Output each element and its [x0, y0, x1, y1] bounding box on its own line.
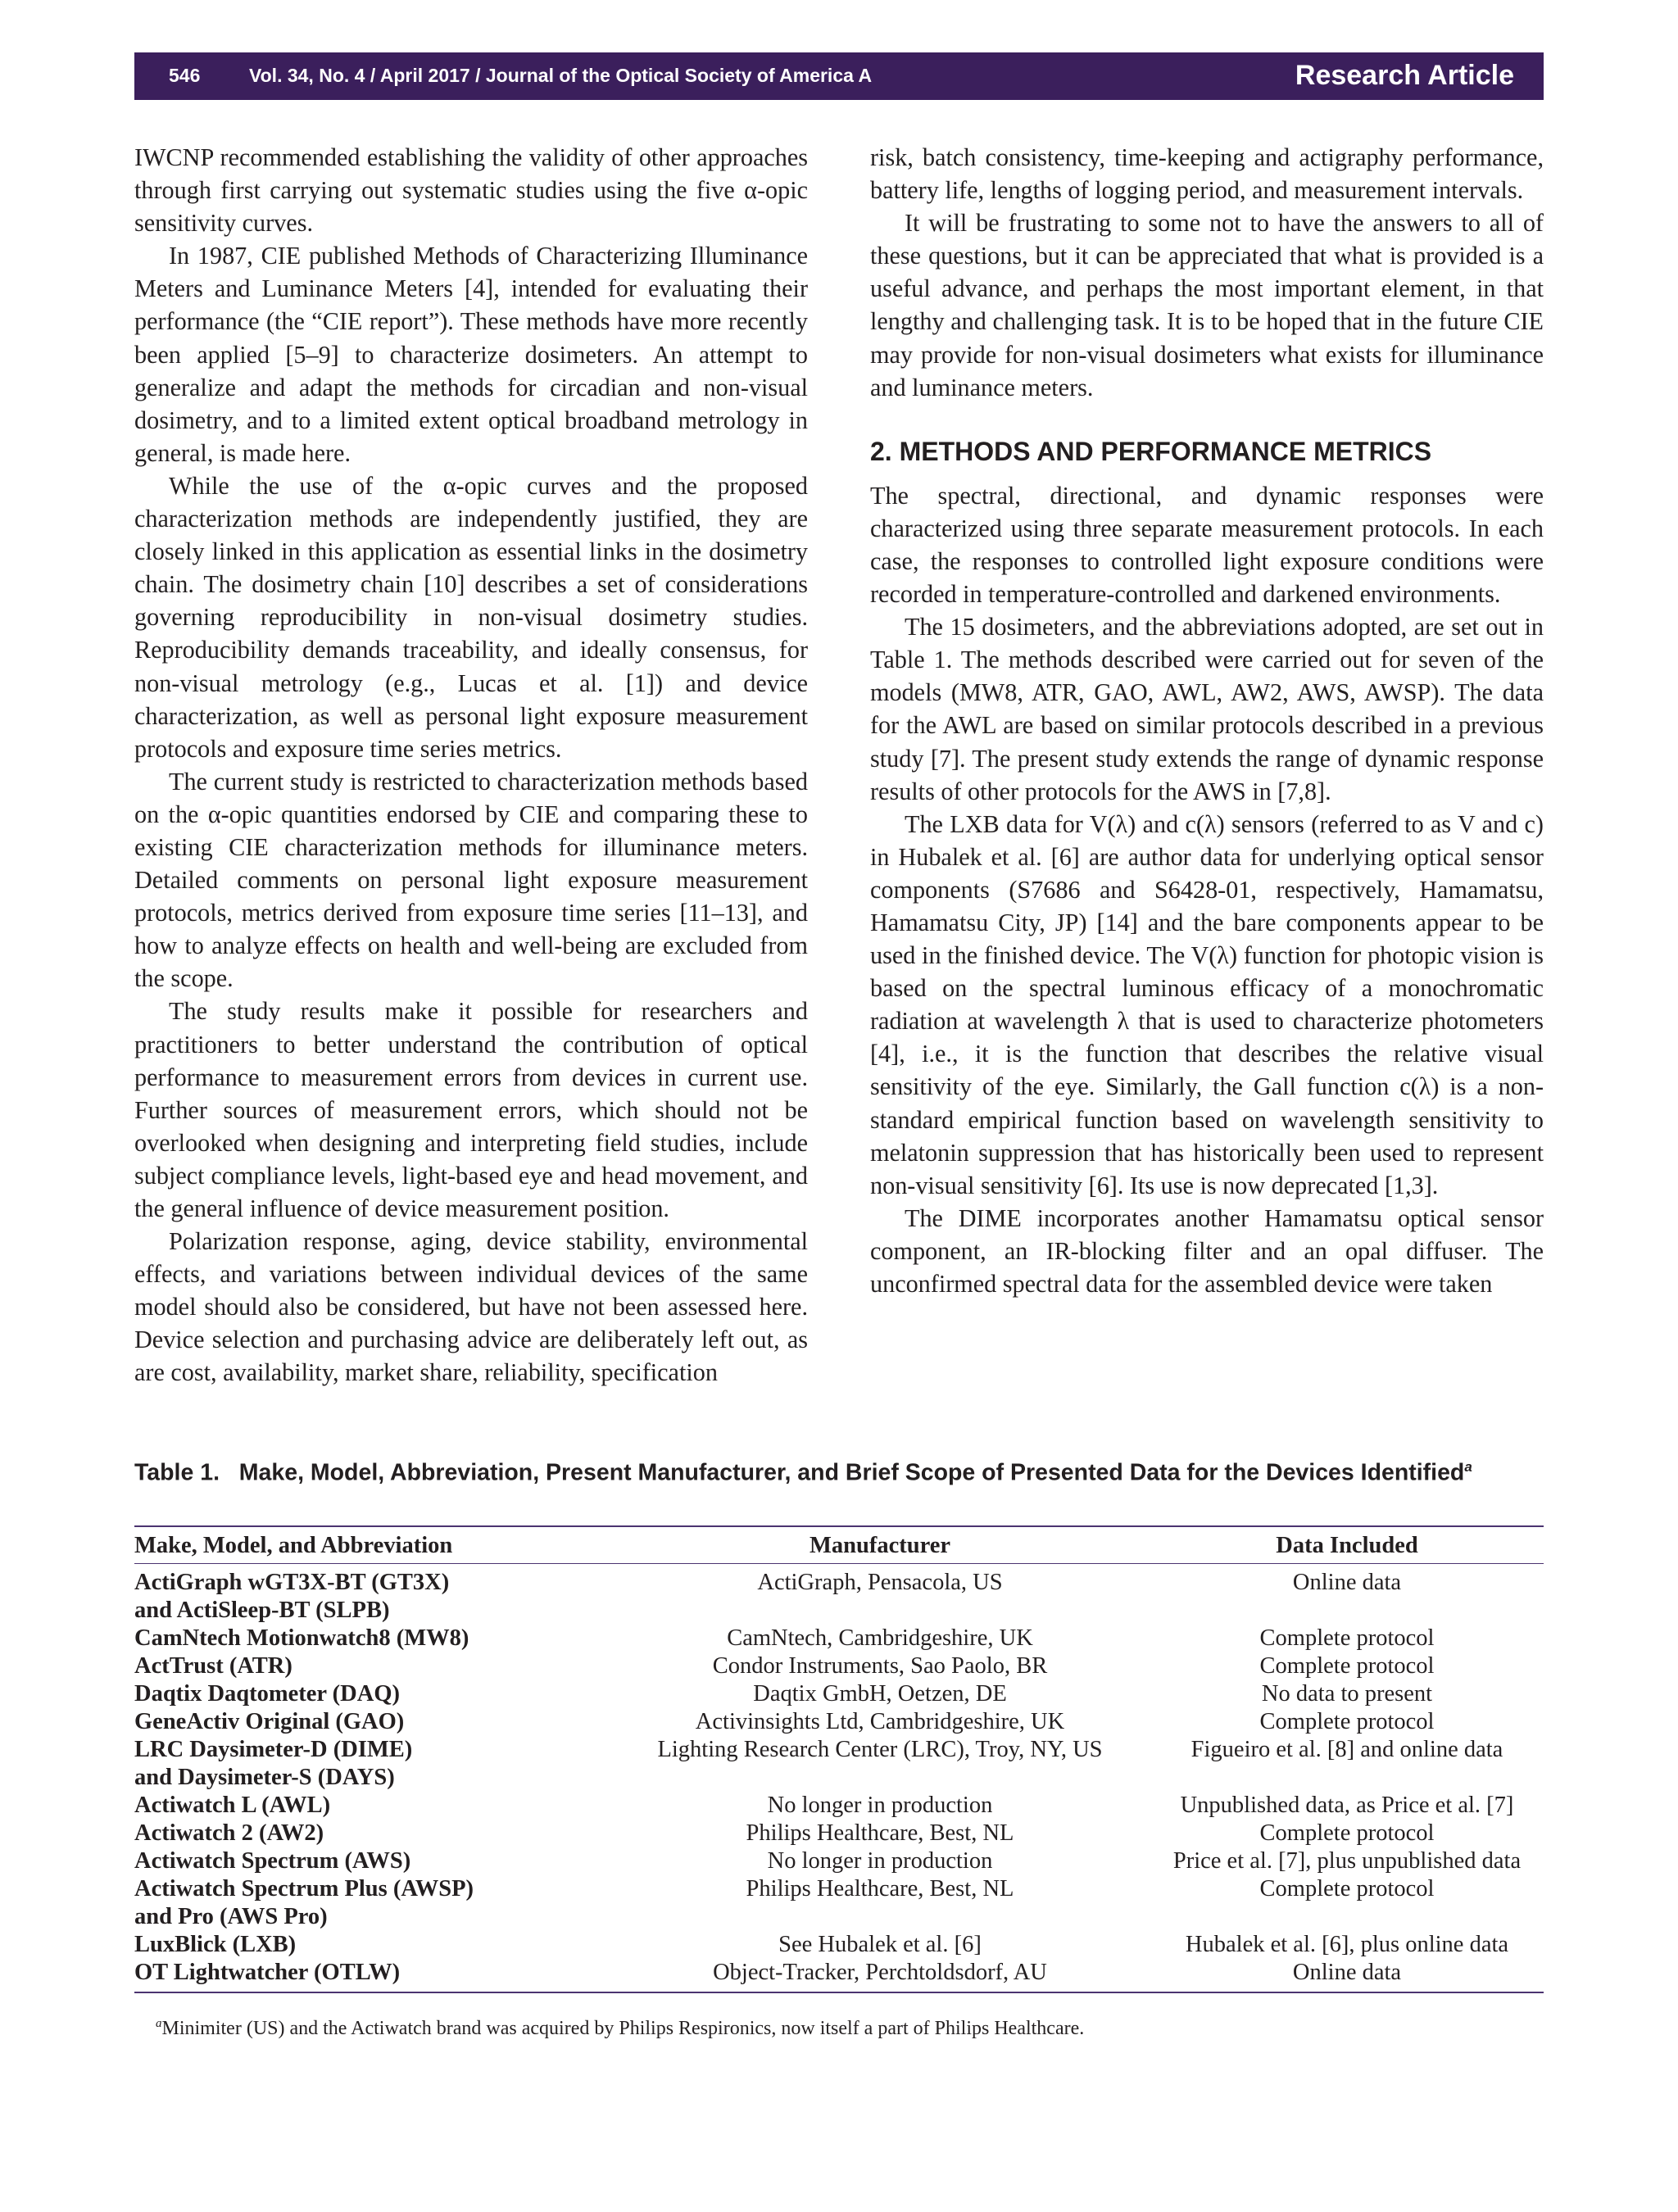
table-cell: Price et al. [7], plus unpublished data: [1172, 1848, 1522, 1874]
left-paragraph-6: Polarization response, aging, device stability, environmental effects, and variations between individual devices of the same model should also be considered, but have not been assessed here. Device selection and purchasing advice are deliberately left out, as are cost, availability, market share, reliability, specification: [134, 1227, 808, 1387]
right-paragraph-3: The spectral, directional, and dynamic responses were characterized using three separate measurement protocols. In each case, the responses to controlled light exposure conditions were recorded in temperature-controlled and darkened environments.: [870, 481, 1544, 609]
table-cell: and Daysimeter-S (DAYS): [134, 1765, 395, 1790]
right-column: [870, 141, 1544, 1300]
table-bottom-rule: [134, 1992, 1544, 1993]
table-cell: [610, 1903, 1150, 1931]
footnote-mark: a: [156, 2017, 162, 2030]
footnote-text: Minimiter (US) and the Actiwatch brand was acquired by Philips Respironics, now itself a part of Philips Healthcare.: [161, 2018, 1085, 2039]
table-row: [134, 1847, 1544, 1875]
table-row: [134, 1875, 1544, 1903]
table-cell: Condor Instruments, Sao Paolo, BR: [712, 1653, 1048, 1679]
table-row: [134, 1931, 1544, 1959]
table-cell: Online data: [1292, 1570, 1402, 1595]
table-header-row: [134, 1527, 1544, 1563]
right-paragraph-6: The DIME incorporates another Hamamatsu optical sensor component, an IR-blocking filter and an opal diffuser. The unconfirmed spectral data for the assembled device were taken: [870, 1203, 1544, 1298]
table-cell: LRC Daysimeter-D (DIME): [134, 1737, 413, 1762]
table-row: [134, 1820, 1544, 1847]
table-header-cell: Manufacturer: [809, 1533, 951, 1558]
table-cell: ActiGraph wGT3X-BT (GT3X): [134, 1570, 450, 1595]
table-row: [134, 1959, 1544, 1987]
table-cell: CamNtech, Cambridgeshire, UK: [727, 1625, 1033, 1651]
table-cell: Actiwatch 2 (AW2): [134, 1820, 324, 1846]
table-cell: No longer in production: [767, 1793, 993, 1818]
left-paragraph-5: The study results make it possible for researchers and practitioners to better understand the contribution of optical performance to measurement errors from devices in current use. Further sources of measurement errors, which should not be overlooked when designing and interpreting field studies, include subject compliance levels, light-based eye and head movement, and the general influence of device measurement position.: [134, 997, 808, 1222]
table-caption-label: Table 1.: [134, 1459, 220, 1486]
table-cell: Activinsights Ltd, Cambridgeshire, UK: [695, 1709, 1065, 1734]
table-footnote: [156, 2011, 1084, 2041]
table-cell: [610, 1597, 1150, 1625]
table-caption-note-mark: a: [1464, 1459, 1472, 1475]
table-cell: Hubalek et al. [6], plus online data: [1185, 1932, 1509, 1957]
table-row: [134, 1736, 1544, 1764]
table-cell: CamNtech Motionwatch8 (MW8): [134, 1625, 469, 1651]
left-paragraph-2: In 1987, CIE published Methods of Characterizing Illuminance Meters and Luminance Meters [4], intended for evaluating their performance (the “CIE report”). These methods have more recently been applied [5–9] to characterize dosimeters. An attempt to generalize and adapt the methods for circadian and non-visual dosimetry, and to a limited extent optical broadband metrology in general, is made here.: [134, 242, 808, 467]
table-cell: and Pro (AWS Pro): [134, 1904, 328, 1929]
table-row: [134, 1708, 1544, 1736]
table-cell: Complete protocol: [1259, 1625, 1435, 1651]
table-cell: Online data: [1292, 1960, 1402, 1985]
table-caption: [134, 1453, 1544, 1488]
table-cell: [1150, 1597, 1544, 1625]
devices-table: [134, 1525, 1544, 1993]
table-cell: ActiGraph, Pensacola, US: [757, 1570, 1003, 1595]
table-cell: Unpublished data, as Price et al. [7]: [1180, 1793, 1514, 1818]
table-cell: ActTrust (ATR): [134, 1653, 293, 1679]
left-paragraph-4: The current study is restricted to characterization methods based on the α-opic quantities endorsed by CIE and comparing these to existing CIE characterization methods for illuminance meters. Detailed comments on personal light exposure measurement protocols, metrics derived from exposure time series [11–13], and how to analyze effects on health and well-being are excluded from the scope.: [134, 767, 808, 993]
table-cell: Daqtix GmbH, Oetzen, DE: [753, 1681, 1007, 1707]
table-cell: Figueiro et al. [8] and online data: [1190, 1737, 1503, 1762]
table-cell: Complete protocol: [1259, 1820, 1435, 1846]
left-paragraph-3: While the use of the α-opic curves and the proposed characterization methods are independently justified, they are closely linked in this application as essential links in the dosimetry chain. The dosimetry chain [10] describes a set of considerations governing reproducibility in non-visual dosimetry studies. Reproducibility demands traceability, and ideally consensus, for non-visual metrology (e.g., Lucas et al. [1]) and device characterization, as well as personal light exposure measurement protocols and exposure time series metrics.: [134, 471, 808, 763]
right-paragraph-1: risk, batch consistency, time-keeping and actigraphy performance, battery life, lengths of logging period, and measurement intervals.: [870, 143, 1544, 205]
table-cell: Actiwatch Spectrum (AWS): [134, 1848, 411, 1874]
table-cell: Actiwatch Spectrum Plus (AWSP): [134, 1876, 474, 1902]
table-row: [134, 1597, 1544, 1625]
table-row: [134, 1625, 1544, 1652]
table-row: [134, 1680, 1544, 1708]
table-cell: No data to present: [1261, 1681, 1433, 1707]
table-cell: Philips Healthcare, Best, NL: [746, 1876, 1014, 1902]
right-paragraph-4: The 15 dosimeters, and the abbreviations adopted, are set out in Table 1. The methods described were carried out for seven of the models (MW8, ATR, GAO, AWL, AW2, AWS, AWSP). The data for the AWL are based on similar protocols described in a previous study [7]. The present study extends the range of dynamic response results of other protocols for the AWS in [7,8].: [870, 613, 1544, 805]
table-cell: [610, 1764, 1150, 1792]
table-cell: LuxBlick (LXB): [134, 1932, 297, 1957]
table-cell: Complete protocol: [1259, 1876, 1435, 1902]
page-number: 546: [169, 65, 201, 86]
table-cell: [1150, 1764, 1544, 1792]
table-row: [134, 1652, 1544, 1680]
table-row: [134, 1792, 1544, 1820]
table-cell: [1150, 1903, 1544, 1931]
right-paragraph-2: It will be frustrating to some not to have the answers to all of these questions, but it can be appreciated that what is provided is a useful advance, and perhaps the most important element, in that lengthy and challenging task. It is to be hoped that in the future CIE may provide for non-visual dosimeters what exists for illuminance and luminance meters.: [870, 209, 1544, 401]
table-cell: Complete protocol: [1259, 1709, 1435, 1734]
table-row: [134, 1569, 1544, 1597]
table-cell: OT Lightwatcher (OTLW): [134, 1960, 401, 1985]
left-column: [134, 141, 808, 1389]
table-cell: See Hubalek et al. [6]: [778, 1932, 982, 1957]
left-paragraph-1: IWCNP recommended establishing the validity of other approaches through first carrying out systematic studies using the five α-opic sensitivity curves.: [134, 143, 808, 238]
table-cell: and ActiSleep-BT (SLPB): [134, 1598, 390, 1623]
section-heading: 2. METHODS AND PERFORMANCE METRICS: [870, 436, 1432, 466]
table-cell: Complete protocol: [1259, 1653, 1435, 1679]
table-cell: Daqtix Daqtometer (DAQ): [134, 1681, 400, 1707]
table-row: [134, 1764, 1544, 1792]
table-cell: Philips Healthcare, Best, NL: [746, 1820, 1014, 1846]
table-cell: No longer in production: [767, 1848, 993, 1874]
table-header-cell: Make, Model, and Abbreviation: [134, 1533, 453, 1558]
article-type-label: Research Article: [1295, 60, 1514, 91]
table-caption-text: Make, Model, Abbreviation, Present Manufacturer, and Brief Scope of Presented Data for the Devices Identified: [238, 1459, 1465, 1486]
table-cell: Actiwatch L (AWL): [134, 1793, 331, 1818]
right-paragraph-5: The LXB data for V(λ) and c(λ) sensors (referred to as V and c) in Hubalek et al. [6] are author data for underlying optical sensor components (S7686 and S6428-01, respectively, Hamamatsu, Hamamatsu City, JP) [14] and the bare components appear to be used in the finished device. The V(λ) function for photopic vision is based on the spectral luminous efficacy of a monochromatic radiation at wavelength λ that is used to characterize photometers [4], i.e., it is the function that describes the relative visual sensitivity of the eye. Similarly, the Gall function c(λ) is a non-standard empirical function based on wavelength sensitivity to melatonin suppression that has historically been used to represent non-visual sensitivity [6]. Its use is now deprecated [1,3].: [870, 809, 1544, 1199]
journal-citation: Vol. 34, No. 4 / April 2017 / Journal of the Optical Society of America A: [249, 65, 873, 86]
table-body: [134, 1564, 1544, 1992]
journal-header-bar: [134, 52, 1544, 100]
table-row: [134, 1903, 1544, 1931]
table-cell: GeneActiv Original (GAO): [134, 1709, 405, 1734]
table-cell: Lighting Research Center (LRC), Troy, NY, US: [657, 1737, 1103, 1762]
table-header-cell: Data Included: [1276, 1533, 1418, 1558]
table-cell: Object-Tracker, Perchtoldsdorf, AU: [713, 1960, 1047, 1985]
